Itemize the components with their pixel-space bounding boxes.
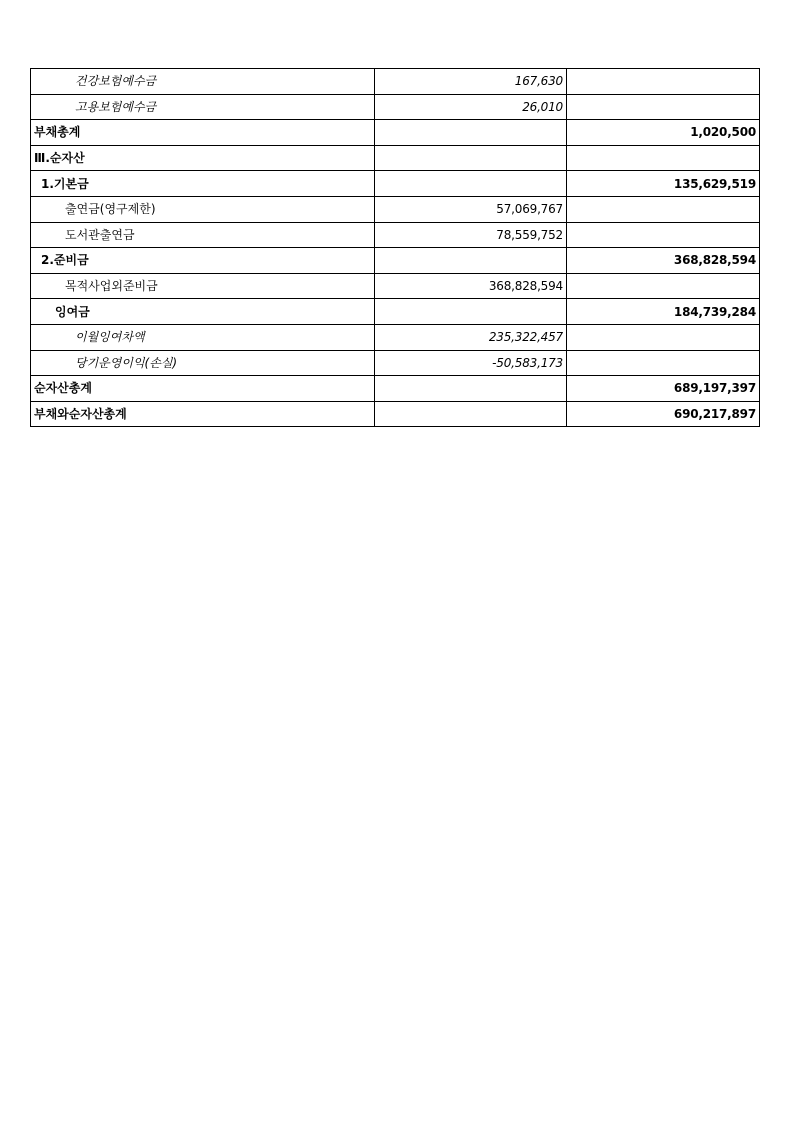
total-cell: 368,828,594 <box>567 248 760 274</box>
amount-cell: 26,010 <box>375 94 567 120</box>
table-row <box>31 145 760 171</box>
amount-cell: -50,583,173 <box>375 350 567 376</box>
account-label: 잉여금 <box>31 299 375 325</box>
amount-cell <box>375 376 567 402</box>
table-row <box>31 299 760 325</box>
total-cell: 689,197,397 <box>567 376 760 402</box>
total-cell <box>567 324 760 350</box>
amount-cell <box>375 401 567 427</box>
table-row <box>31 324 760 350</box>
table-row <box>31 248 760 274</box>
account-label: 도서관출연금 <box>31 222 375 248</box>
account-label: 2.준비금 <box>31 248 375 274</box>
table-row <box>31 376 760 402</box>
table-row <box>31 69 760 95</box>
table-row <box>31 171 760 197</box>
total-cell <box>567 69 760 95</box>
amount-cell <box>375 248 567 274</box>
table-row <box>31 401 760 427</box>
account-label: 부채와순자산총계 <box>31 401 375 427</box>
account-label: 당기운영이익(손실) <box>31 350 375 376</box>
amount-cell: 368,828,594 <box>375 273 567 299</box>
account-label: 부채총계 <box>31 120 375 146</box>
total-cell: 135,629,519 <box>567 171 760 197</box>
amount-cell: 167,630 <box>375 69 567 95</box>
table-row <box>31 350 760 376</box>
total-cell <box>567 145 760 171</box>
total-cell: 184,739,284 <box>567 299 760 325</box>
amount-cell <box>375 171 567 197</box>
amount-cell: 235,322,457 <box>375 324 567 350</box>
account-label: 고용보험예수금 <box>31 94 375 120</box>
amount-cell <box>375 145 567 171</box>
account-label: 출연금(영구제한) <box>31 196 375 222</box>
table-row <box>31 273 760 299</box>
total-cell: 1,020,500 <box>567 120 760 146</box>
table-row <box>31 196 760 222</box>
account-label: 1.기본금 <box>31 171 375 197</box>
balance-sheet-table <box>30 68 760 427</box>
total-cell: 690,217,897 <box>567 401 760 427</box>
amount-cell <box>375 299 567 325</box>
amount-cell: 57,069,767 <box>375 196 567 222</box>
total-cell <box>567 222 760 248</box>
account-label: 이월잉여차액 <box>31 324 375 350</box>
amount-cell <box>375 120 567 146</box>
total-cell <box>567 94 760 120</box>
table-row <box>31 222 760 248</box>
account-label: Ⅲ.순자산 <box>31 145 375 171</box>
total-cell <box>567 196 760 222</box>
total-cell <box>567 273 760 299</box>
account-label: 건강보험예수금 <box>31 69 375 95</box>
account-label: 순자산총계 <box>31 376 375 402</box>
total-cell <box>567 350 760 376</box>
account-label: 목적사업외준비금 <box>31 273 375 299</box>
table-row <box>31 120 760 146</box>
table-row <box>31 94 760 120</box>
amount-cell: 78,559,752 <box>375 222 567 248</box>
